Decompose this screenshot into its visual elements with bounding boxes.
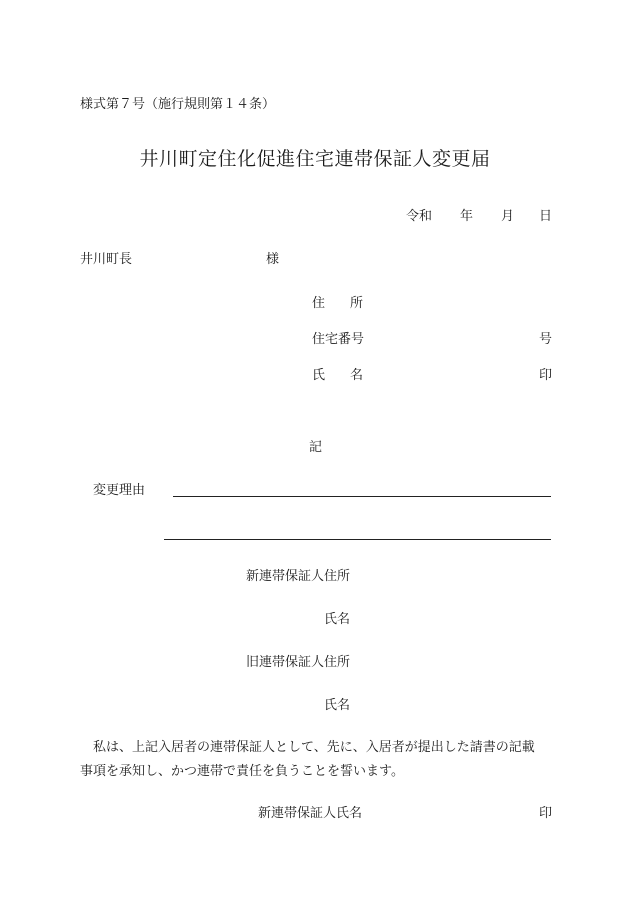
address-label-char-2: 所	[350, 296, 364, 311]
applicant-seal: 印	[539, 368, 553, 383]
change-reason-line-2[interactable]	[164, 539, 551, 540]
name-label-char-2: 名	[350, 368, 364, 383]
date-year-label: 年	[460, 209, 474, 224]
declaration-line-2: 事項を承知し、かつ連帯で責任を負うことを誓います。	[80, 764, 404, 779]
signature-label: 新連帯保証人氏名	[258, 806, 363, 821]
date-month-label: 月	[501, 209, 515, 224]
old-guarantor-name-label: 氏名	[324, 698, 351, 713]
addressee-honorific: 様	[266, 252, 280, 267]
change-reason-label: 変更理由	[93, 483, 146, 498]
new-guarantor-address-label: 新連帯保証人住所	[246, 569, 351, 584]
new-guarantor-name-label: 氏名	[324, 612, 351, 627]
form-number: 様式第７号（施行規則第１４条）	[80, 97, 276, 112]
old-guarantor-address-label: 旧連帯保証人住所	[246, 655, 351, 670]
date-day-label: 日	[539, 209, 553, 224]
name-label-char-1: 氏	[312, 368, 326, 383]
date-era: 令和	[406, 209, 433, 224]
housing-number-suffix: 号	[539, 332, 553, 347]
notes-heading: 記	[309, 440, 323, 455]
page-title: 井川町定住化促進住宅連帯保証人変更届	[139, 148, 491, 170]
address-label-char-1: 住	[312, 296, 326, 311]
change-reason-line-1[interactable]	[173, 496, 551, 497]
addressee-name: 井川町長	[80, 252, 133, 267]
signature-seal: 印	[539, 806, 553, 821]
housing-number-label: 住宅番号	[312, 332, 365, 347]
declaration-line-1: 私は、上記入居者の連帯保証人として、先に、入居者が提出した請書の記載	[93, 740, 535, 755]
